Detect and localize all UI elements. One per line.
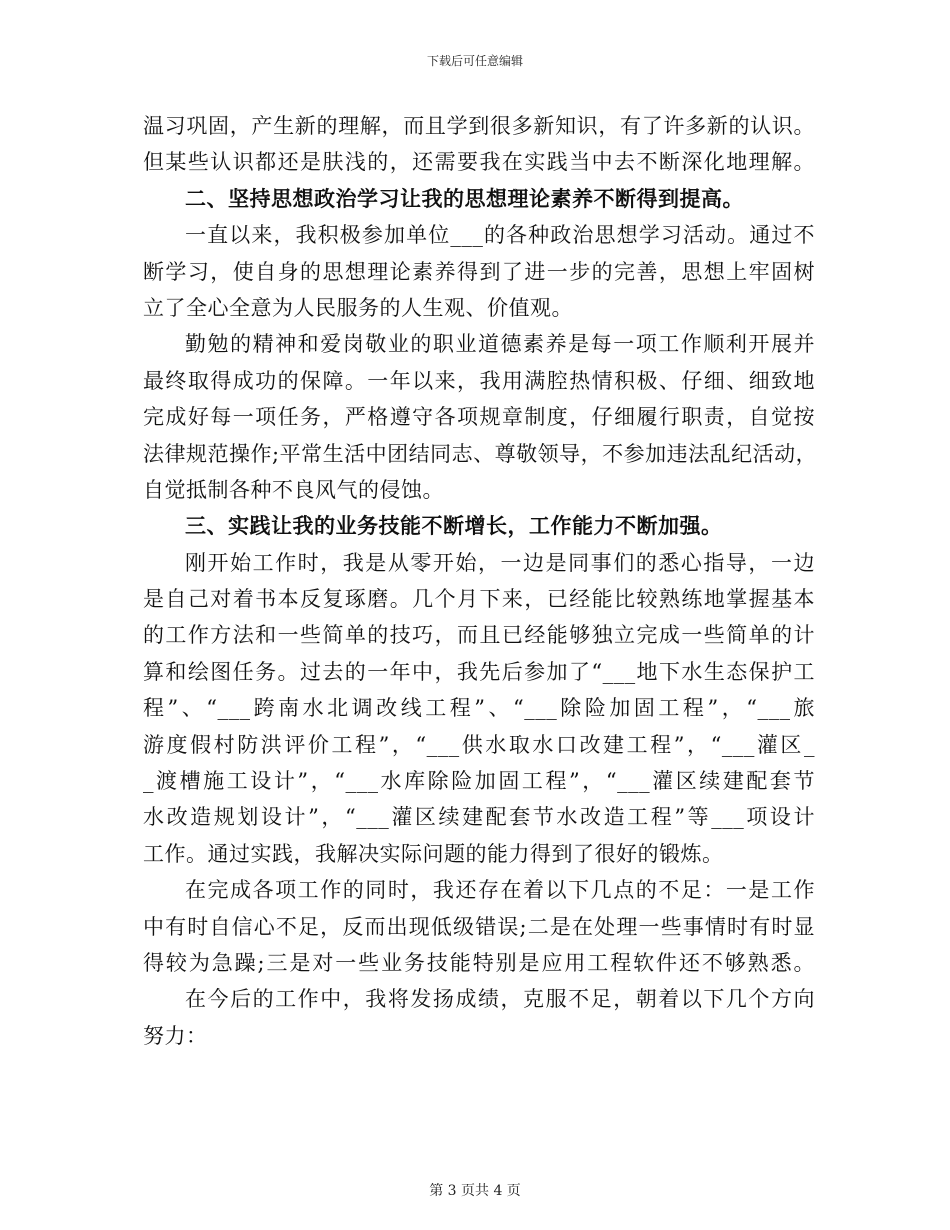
body-line: 完成好每一项任务，严格遵守各项规章制度，仔细履行职责，自觉按 xyxy=(143,405,815,430)
body-line: 在今后的工作中，我将发扬成绩，克服不足，朝着以下几个方向 xyxy=(185,987,815,1012)
body-line: 算和绘图任务。过去的一年中，我先后参加了“___地下水生态保护工 xyxy=(143,659,815,684)
body-line: 游度假村防洪评价工程”，“___供水取水口改建工程”，“___灌区_ xyxy=(143,732,815,757)
body-line: 程”、“___跨南水北调改线工程”、“___除险加固工程”，“___旅 xyxy=(143,696,815,721)
page-number: 第 3 页共 4 页 xyxy=(429,1183,521,1199)
document-body xyxy=(143,108,818,1054)
body-line: 水改造规划设计”，“___灌区续建配套节水改造工程”等___项设计 xyxy=(143,805,815,830)
body-line: 得较为急躁;三是对一些业务技能特别是应用工程软件还不够熟悉。 xyxy=(143,950,815,975)
body-line: _渡槽施工设计”，“___水库除险加固工程”，“___灌区续建配套节 xyxy=(143,769,815,794)
body-line: 是自己对着书本反复琢磨。几个月下来，已经能比较熟练地掌握基本 xyxy=(143,587,815,612)
body-line: 断学习，使自身的思想理论素养得到了进一步的完善，思想上牢固树 xyxy=(143,259,815,284)
section-heading-2: 二、坚持思想政治学习让我的思想理论素养不断得到提高。 xyxy=(185,185,744,211)
body-line: 的工作方法和一些简单的技巧，而且已经能够独立完成一些简单的计 xyxy=(143,623,815,648)
body-line: 但某些认识都还是肤浅的，还需要我在实践当中去不断深化地理解。 xyxy=(143,150,815,175)
body-line: 温习巩固，产生新的理解，而且学到很多新知识，有了许多新的认识。 xyxy=(143,114,815,138)
body-line: 最终取得成功的保障。一年以来，我用满腔热情积极、仔细、细致地 xyxy=(143,368,815,393)
body-line: 勤勉的精神和爱岗敬业的职业道德素养是每一项工作顺利开展并 xyxy=(185,332,815,357)
body-line: 工作。通过实践，我解决实际问题的能力得到了很好的锻炼。 xyxy=(143,841,724,866)
body-line: 中有时自信心不足，反而出现低级错误;二是在处理一些事情时有时显 xyxy=(143,914,815,939)
body-line: 一直以来，我积极参加单位___的各种政治思想学习活动。通过不 xyxy=(185,223,815,248)
body-line: 法律规范操作;平常生活中团结同志、尊敬领导，不参加违法乱纪活动， xyxy=(143,441,818,466)
body-line: 自觉抵制各种不良风气的侵蚀。 xyxy=(143,477,444,502)
body-line: 努力： xyxy=(143,1023,208,1048)
body-line: 在完成各项工作的同时，我还存在着以下几点的不足：一是工作 xyxy=(185,878,815,903)
body-line: 刚开始工作时，我是从零开始，一边是同事们的悉心指导，一边 xyxy=(185,550,815,575)
page-header: 下载后可任意编辑 xyxy=(426,54,523,68)
section-heading-3: 三、实践让我的业务技能不断增长，工作能力不断加强。 xyxy=(185,513,723,539)
body-line: 立了全心全意为人民服务的人生观、价值观。 xyxy=(143,295,573,320)
